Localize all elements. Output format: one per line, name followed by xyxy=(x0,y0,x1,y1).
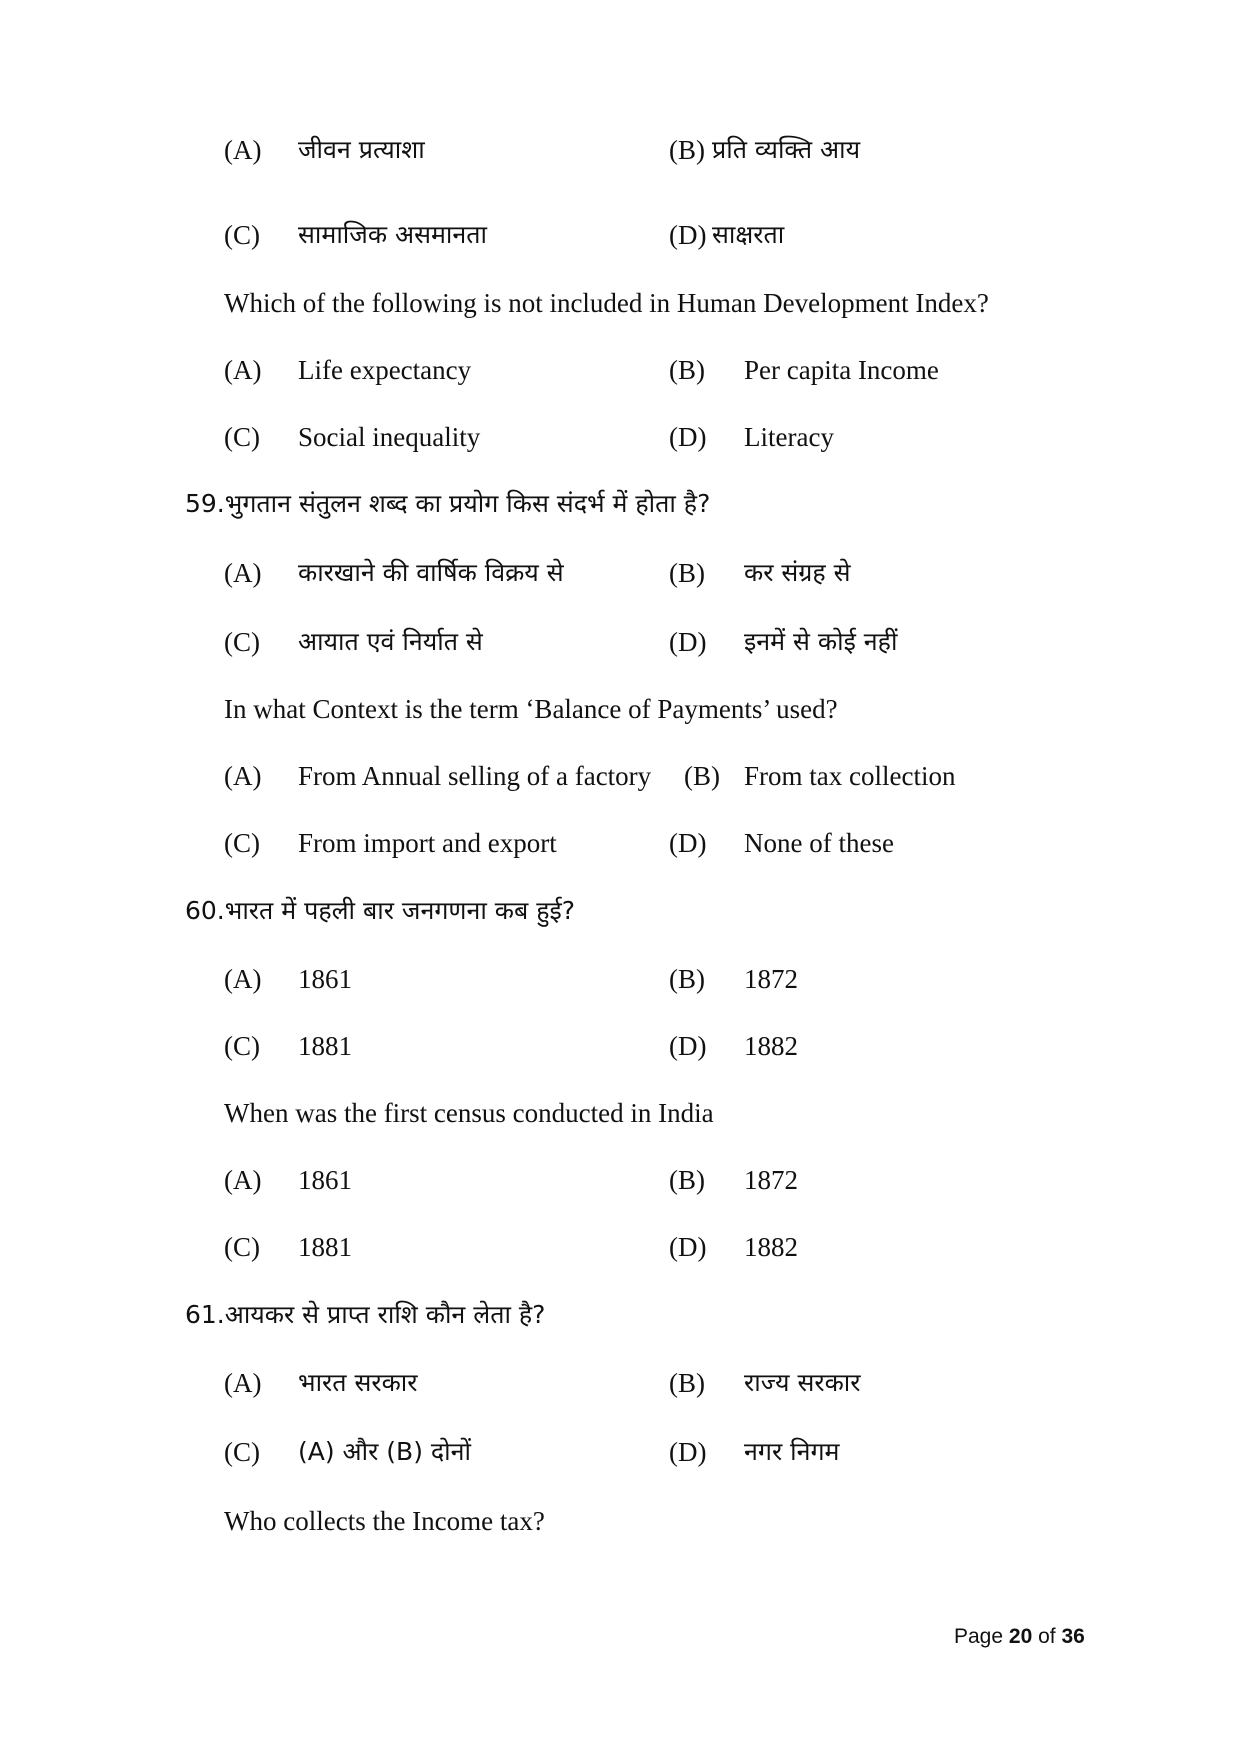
option-label: (D) xyxy=(669,1031,707,1061)
option-label: (C) xyxy=(224,828,260,858)
q61-en-question: Who collects the Income tax? xyxy=(224,1506,545,1536)
q61-hi-question-text: 61.आयकर से प्राप्त राशि कौन लेता है? xyxy=(185,1300,546,1329)
q61-hi-option-a: भारत सरकार xyxy=(298,1368,418,1397)
q59-hi-question: 59.भुगतान संतुलन शब्द का प्रयोग किस संदर्भ में होता है? xyxy=(185,489,711,518)
option-label: (C) xyxy=(224,1031,260,1061)
q60-hi-question-text: 60.भारत में पहली बार जनगणना कब हुई? xyxy=(185,896,576,925)
q59-hi-option-c: आयात एवं निर्यात से xyxy=(298,627,483,656)
q58-en-option-a: Life expectancy xyxy=(298,355,472,385)
option-label: (D) xyxy=(669,828,707,858)
q59-en-option-b: From tax collection xyxy=(744,761,956,791)
page-current: 20 xyxy=(1008,1625,1033,1648)
option-label: (C) xyxy=(224,220,260,250)
option-label: (D) xyxy=(669,1232,707,1262)
q58-hi-option-d: साक्षरता xyxy=(712,220,785,249)
page-total: 36 xyxy=(1061,1625,1085,1648)
q60-en-option-b: 1872 xyxy=(744,1165,798,1195)
q59-en-option-d: None of these xyxy=(744,828,894,858)
q58-en-option-b: Per capita Income xyxy=(744,355,939,385)
q60-hi-option-c: 1881 xyxy=(298,1031,352,1061)
q59-en-option-c: From import and export xyxy=(298,828,557,858)
q58-hi-option-c: सामाजिक असमानता xyxy=(298,220,487,249)
q60-hi-option-b: 1872 xyxy=(744,964,798,994)
option-label: (A) xyxy=(224,1368,262,1398)
q61-hi-option-b: राज्य सरकार xyxy=(744,1368,861,1397)
q60-hi-option-a: 1861 xyxy=(298,964,352,994)
q61-hi-question xyxy=(185,1297,545,1332)
q59-hi-option-b: कर संग्रह से xyxy=(744,558,851,587)
option-label: (B) xyxy=(669,558,705,588)
page-prefix: Page xyxy=(954,1625,1004,1648)
option-label: (A) xyxy=(224,761,262,791)
q60-en-option-c: 1881 xyxy=(298,1232,352,1262)
q60-en-option-a: 1861 xyxy=(298,1165,352,1195)
q60-en-question: When was the first census conducted in India xyxy=(224,1098,714,1128)
option-label: (A) xyxy=(224,964,262,994)
option-label: (A) xyxy=(224,1165,262,1195)
option-label: (D) xyxy=(669,220,707,250)
option-label: (B) xyxy=(669,135,705,165)
q60-hi-option-d: 1882 xyxy=(744,1031,798,1061)
option-label: (B) xyxy=(669,1368,705,1398)
option-label: (B) xyxy=(669,355,705,385)
option-label: (A) xyxy=(224,355,262,385)
option-label: (C) xyxy=(224,422,260,452)
q59-hi-option-d: इनमें से कोई नहीं xyxy=(744,627,898,656)
option-label: (B) xyxy=(669,964,705,994)
q59-en-question: In what Context is the term ‘Balance of Payments’ used? xyxy=(224,694,838,724)
option-label: (D) xyxy=(669,627,707,657)
q58-hi-option-a: जीवन प्रत्याशा xyxy=(298,135,425,164)
option-label: (A) xyxy=(224,135,262,165)
page-of: of xyxy=(1038,1625,1056,1648)
q58-hi-option-b: प्रति व्यक्ति आय xyxy=(712,135,861,164)
option-label: (C) xyxy=(224,1232,260,1262)
q58-en-option-c: Social inequality xyxy=(298,422,481,452)
q61-hi-option-d: नगर निगम xyxy=(744,1437,840,1466)
option-label: (C) xyxy=(224,627,260,657)
option-label: (A) xyxy=(224,558,262,588)
q59-en-option-a: From Annual selling of a factory xyxy=(298,761,652,791)
option-label: (B) xyxy=(684,761,720,791)
q60-en-option-d: 1882 xyxy=(744,1232,798,1262)
q60-hi-question xyxy=(185,893,575,928)
option-label: (C) xyxy=(224,1437,260,1467)
q61-hi-option-c: (A) और (B) दोनों xyxy=(298,1437,472,1466)
option-label: (B) xyxy=(669,1165,705,1195)
option-label: (D) xyxy=(669,1437,707,1467)
option-label: (D) xyxy=(669,422,707,452)
q58-en-question: Which of the following is not included in Human Development Index? xyxy=(224,288,989,318)
q59-hi-option-a: कारखाने की वार्षिक विक्रय से xyxy=(298,558,564,587)
q58-en-option-d: Literacy xyxy=(744,422,834,452)
page-number xyxy=(954,1625,1085,1649)
